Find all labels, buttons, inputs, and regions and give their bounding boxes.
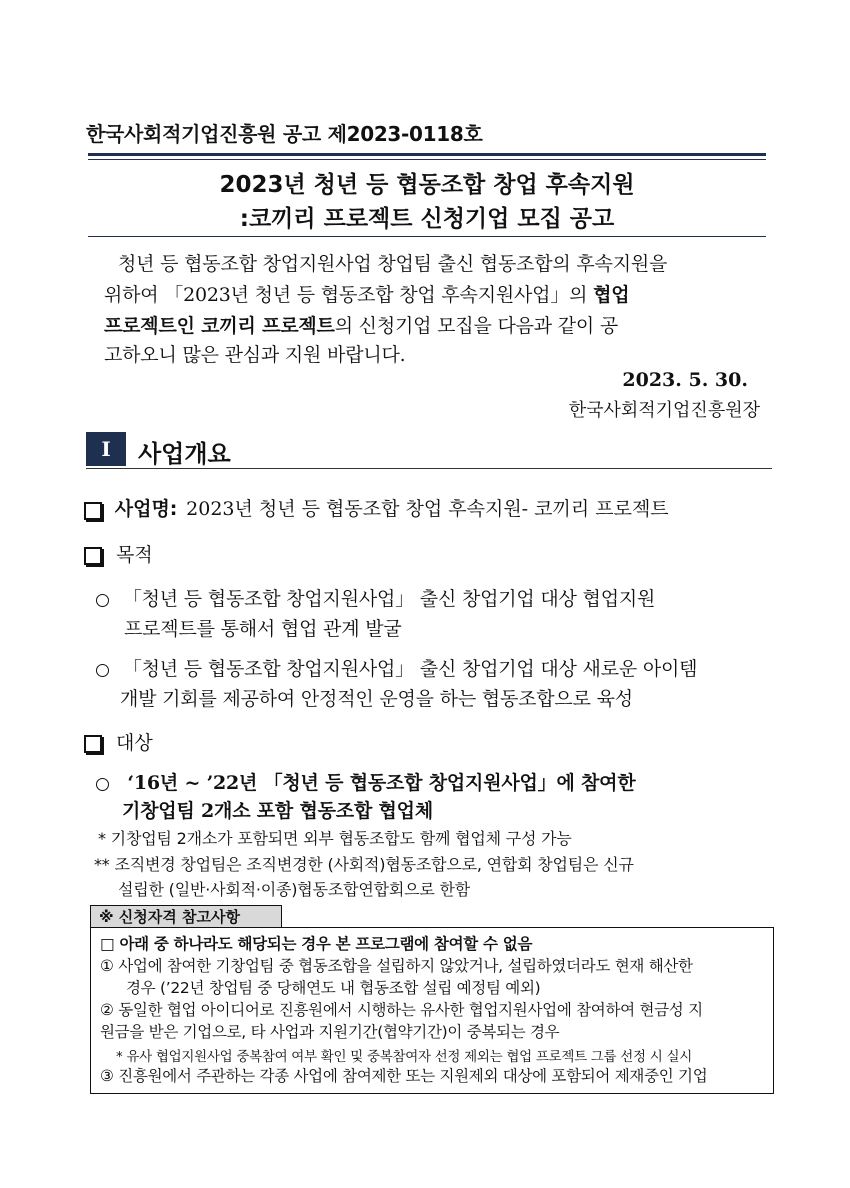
- project-name-row: [84, 494, 669, 521]
- purpose-item-2-line-2: 개발 기회를 제공하여 안정적인 운영을 하는 협동조합으로 육성: [120, 688, 633, 710]
- reference-item-3: ③ 진흥원에서 주관하는 각종 사업에 참여제한 또는 지원제외 대상에 포함되어 제재중인 기업: [100, 1067, 708, 1085]
- document-title-line1: 2023년 청년 등 협동조합 창업 후속지원: [219, 172, 635, 198]
- reference-item-2-line-2: 원금을 받은 기업으로, 타 사업과 지원기간(협약기간)이 중복되는 경우: [100, 1023, 560, 1041]
- purpose-item-2-text: 「청년 등 협동조합 창업지원사업」 출신 창업기업 대상 새로운 아이템: [122, 658, 698, 680]
- intro-line-4: 고하오니 많은 관심과 지원 바랍니다.: [104, 344, 406, 366]
- intro-line-1: 청년 등 협동조합 창업지원사업 창업팀 출신 협동조합의 후속지원을: [118, 253, 668, 275]
- purpose-item-1-line-2: 프로젝트를 통해서 협업 관계 발굴: [124, 618, 402, 640]
- reference-item-1-line-1: ① 사업에 참여한 기창업팀 중 협동조합을 설립하지 않았거나, 설립하였더라도 현재 해산한: [100, 957, 693, 975]
- checkbox-square-icon: [84, 547, 102, 565]
- section-title: 사업개요: [138, 440, 231, 468]
- notice-number: 한국사회적기업진흥원 공고 제2023-0118호: [86, 122, 483, 146]
- target-item-text: ‘16년 ~ ’22년 「청년 등 협동조합 창업지원사업」에 참여한: [127, 772, 636, 794]
- project-name-value: 2023년 청년 등 협동조합 창업 후속지원- 코끼리 프로젝트: [186, 498, 669, 520]
- target-note-2-line-1: ** 조직변경 창업팀은 조직변경한 (사회적)협동조합으로, 연합회 창업팀은 신규: [94, 855, 634, 874]
- issuer-name: 한국사회적기업진흥원장: [568, 400, 760, 421]
- target-item-line-2: 기창업팀 2개소 포함 협동조합 협업체: [122, 800, 433, 822]
- intro-line-3-bold: 프로젝트인 코끼리 프로젝트: [104, 315, 335, 337]
- header-rule-thick: [88, 153, 766, 156]
- intro-line-2: [104, 280, 629, 307]
- target-heading: [84, 728, 153, 755]
- notice-date: 2023. 5. 30.: [622, 369, 748, 391]
- intro-line-2-bold: 협업: [593, 284, 630, 306]
- intro-line-3-text: 의 신청기업 모집을 다음과 같이 공: [334, 315, 619, 337]
- purpose-heading: [84, 540, 153, 567]
- intro-line-3: [104, 311, 618, 338]
- purpose-label: 목적: [116, 544, 153, 566]
- circle-bullet-icon: [96, 594, 109, 607]
- header-rule-thin: [88, 159, 766, 160]
- target-note-1: * 기창업팀 2개소가 포함되면 외부 협동조합도 함께 협업체 구성 가능: [98, 829, 572, 848]
- section-number-box: I: [86, 432, 126, 466]
- purpose-item-1-text: 「청년 등 협동조합 창업지원사업」 출신 창업기업 대상 협업지원: [122, 588, 656, 610]
- reference-tab-label: ※ 신청자격 참고사항: [90, 905, 282, 928]
- reference-item-2-note: * 유사 협업지원사업 중복참여 여부 확인 및 중복참여자 선정 제외는 협업 프로젝트 그룹 선정 시 실시: [116, 1049, 692, 1065]
- intro-line-2-text: 위하여 「2023년 청년 등 협동조합 창업 후속지원사업」의: [104, 284, 594, 306]
- document-title-line2: :코끼리 프로젝트 신청기업 모집 공고: [239, 206, 615, 232]
- purpose-item-1-line-1: [96, 584, 655, 611]
- header-rule-bottom: [88, 236, 766, 237]
- project-name-label: 사업명:: [114, 498, 178, 520]
- reference-item-1-line-2: 경우 (’22년 창업팀 중 당해연도 내 협동조합 설립 예정팀 예외): [126, 979, 541, 997]
- section-rule: [86, 468, 772, 469]
- checkbox-square-icon: [84, 502, 102, 520]
- purpose-item-2-line-1: [96, 654, 697, 681]
- circle-bullet-icon: [96, 664, 109, 677]
- reference-item-2-line-1: ② 동일한 협업 아이디어로 진흥원에서 시행하는 유사한 협업지원사업에 참여하여 현금성 지: [100, 1001, 703, 1019]
- circle-bullet-icon: [96, 778, 109, 791]
- reference-heading: □ 아래 중 하나라도 해당되는 경우 본 프로그램에 참여할 수 없음: [100, 935, 533, 953]
- target-note-2-line-2: 설립한 (일반·사회적·이종)협동조합연합회으로 한함: [118, 880, 471, 899]
- target-item-line-1: [96, 768, 635, 795]
- checkbox-square-icon: [84, 735, 102, 753]
- target-label: 대상: [116, 732, 153, 754]
